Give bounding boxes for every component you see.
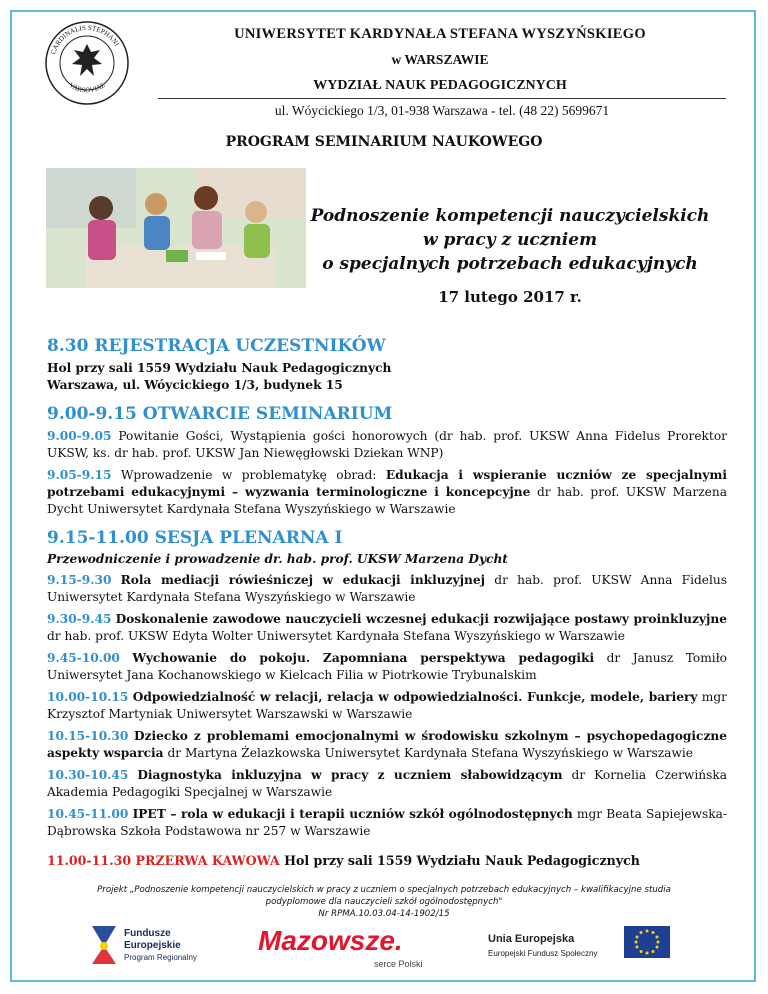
svg-text:VARSOVIAE: VARSOVIAE [67, 80, 107, 95]
coffee-break-location: Hol przy sali 1559 Wydziału Nauk Pedagogicznych [279, 853, 640, 868]
agenda-item: 9.45-10.00 Wychowanie do pokoju. Zapomniana perspektywa pedagogiki dr Janusz Tomiło Uniwersytet Jana Kochanowskiego w Kielcach Filia w Piotrkowie Trybunalskim [47, 651, 727, 682]
university-city: w WARSZAWIE [391, 52, 489, 67]
university-seal-logo [44, 20, 130, 106]
opening-heading: 9.00-9.15 OTWARCIE SEMINARIUM [47, 404, 393, 424]
agenda-item: 9.05-9.15 Wprowadzenie w problematykę obrad: Edukacja i wspieranie uczniów ze specjalnymi potrzebami edukacyjnymi – wyzwania terminologiczne i koncepcyjne dr hab. prof. UKSW Marzena Dycht Uniwersytet Kardynała Stefana Wyszyńskiego w Warszawie [47, 468, 728, 516]
registration-heading: 8.30 REJESTRACJA UCZESTNIKÓW [47, 336, 386, 356]
seminar-title-line-2: w pracy z uczniem [422, 230, 598, 250]
university-name: UNIWERSYTET KARDYNAŁA STEFANA WYSZYŃSKIEGO [234, 26, 646, 42]
seminar-title [300, 204, 720, 276]
agenda-item: 10.00-10.15 Odpowiedzialność w relacji, relacja w odpowiedzialności. Funkcje, modele, bariery mgr Krzysztof Martyniak Uniwersytet Warszawski w Warszawie [47, 690, 727, 721]
plenary-chair: Przewodniczenie i prowadzenie dr. hab. prof. UKSW Marzena Dycht [47, 552, 508, 566]
svg-text:serce Polski: serce Polski [374, 959, 423, 969]
registration-address: Warszawa, ul. Wóycickiego 1/3, budynek 15 [47, 378, 343, 392]
agenda-item: 10.15-10.30 Dziecko z problemami emocjonalnymi w środowisku szkolnym – psychopedagogiczne aspekty wsparcia dr Martyna Żelazkowska Uniwersytet Kardynała Stefana Wyszyńskiego w Warszawie [47, 729, 727, 760]
project-footer: Projekt „Podnoszenie kompetencji nauczycielskich w pracy z uczniem o specjalnych potrzebach edukacyjnych – kwalifikacyjne studia podyplomowe dla nauczycieli szkół ogólnodostępnych" Nr RPMA.10.03.04-14-1902/15 [97, 885, 671, 919]
plenary-section [47, 528, 727, 845]
svg-text:Mazowsze.: Mazowsze. [258, 925, 403, 956]
classroom-photo [46, 168, 306, 288]
svg-text:Europejskie: Europejskie [124, 940, 181, 951]
svg-text:CARDINALIS STEPHANI: CARDINALIS STEPHANI [49, 23, 121, 56]
agenda-item: 9.00-9.05 Powitanie Gości, Wystąpienia gości honorowych (dr hab. prof. UKSW Anna Fidelus Prorektor UKSW, ks. dr hab. prof. UKSW Jan Niewęgłowski Dziekan WNP) [47, 429, 727, 460]
agenda-item: 9.30-9.45 Doskonalenie zawodowe nauczycieli wczesnej edukacji rozwijające postawy proinkluzyjne dr hab. prof. UKSW Edyta Wolter Uniwersytet Kardynała Stefana Wyszyńskiego w Warszawie [47, 612, 727, 643]
eu-logo [486, 922, 674, 968]
registration-location: Hol przy sali 1559 Wydziału Nauk Pedagogicznych [47, 361, 392, 375]
svg-text:Unia Europejska: Unia Europejska [488, 933, 575, 945]
svg-text:Fundusze: Fundusze [124, 928, 171, 939]
coffee-break-label: 11.00-11.30 PRZERWA KAWOWA [47, 853, 280, 868]
faculty-name: WYDZIAŁ NAUK PEDAGOGICZNYCH [313, 78, 567, 93]
agenda-item: 9.15-9.30 Rola mediacji rówieśniczej w edukacji inkluzyjnej dr hab. prof. UKSW Anna Fidelus Uniwersytet Kardynała Stefana Wyszyńskiego w Warszawie [47, 573, 728, 604]
seminar-title-line-1: Podnoszenie kompetencji nauczycielskich [310, 206, 710, 226]
faculty-address: ul. Wóycickiego 1/3, 01-938 Warszawa - tel. (48 22) 5699671 [274, 103, 610, 118]
opening-section [47, 404, 727, 523]
mazowsze-logo [254, 920, 450, 972]
agenda-item: 10.30-10.45 Diagnostyka inkluzyjna w pracy z uczniem słabowidzącym dr Kornelia Czerwińska Akademia Pedagogiki Specjalnej w Warszawie [47, 768, 728, 799]
agenda-item: 10.45-11.00 IPET – rola w edukacji i terapii uczniów szkół ogólnodostępnych mgr Beata Sapiejewska-Dąbrowska Szkoła Podstawowa nr 257 w Warszawie [47, 807, 727, 838]
fundusze-europejskie-logo [86, 922, 226, 968]
seminar-date: 17 lutego 2017 r. [438, 288, 582, 306]
svg-text:Europejski Fundusz Społeczny: Europejski Fundusz Społeczny [488, 949, 598, 958]
coffee-break-line [47, 853, 737, 868]
plenary-heading: 9.15-11.00 SESJA PLENARNA I [47, 528, 343, 548]
program-heading: PROGRAM SEMINARIUM NAUKOWEGO [225, 134, 543, 150]
header-divider [158, 98, 726, 99]
seminar-title-line-3: o specjalnych potrzebach edukacyjnych [322, 254, 698, 274]
svg-text:Program Regionalny: Program Regionalny [124, 953, 197, 962]
registration-section [47, 336, 727, 399]
